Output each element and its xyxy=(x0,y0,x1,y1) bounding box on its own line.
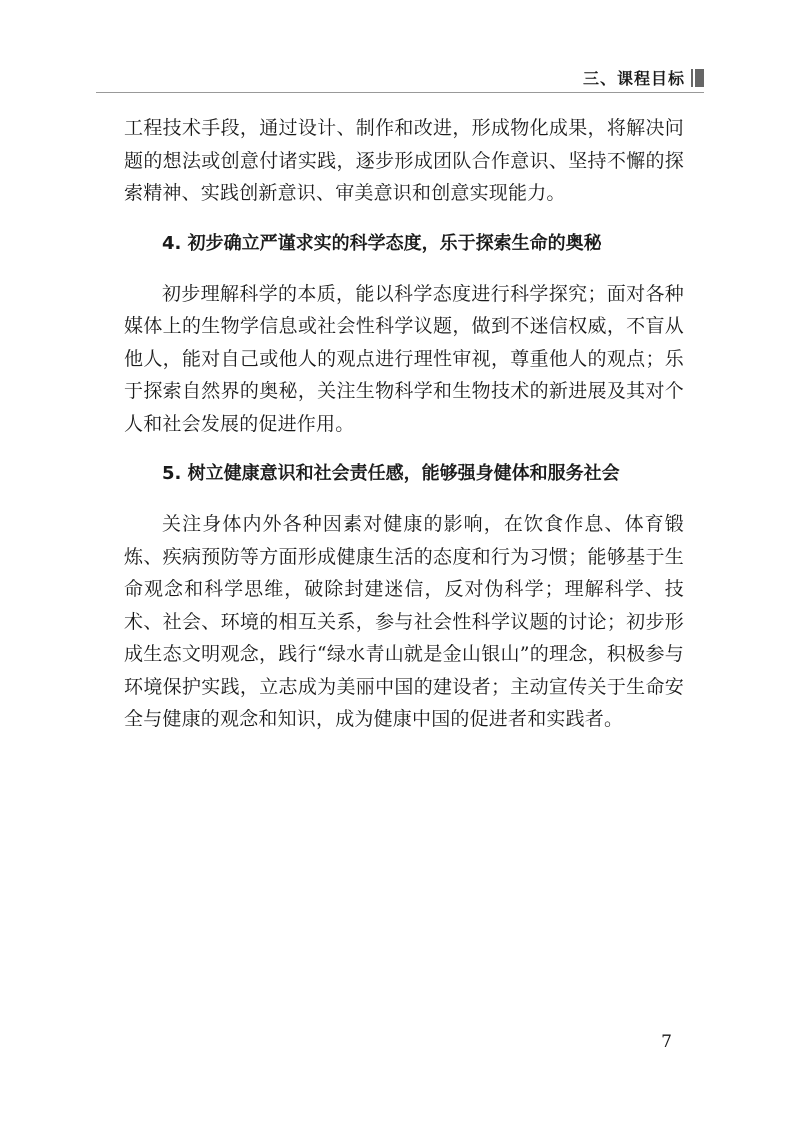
header-mark-thick xyxy=(695,69,704,87)
intro-continuation-paragraph: 工程技术手段，通过设计、制作和改进，形成物化成果，将解决问题的想法或创意付诸实践，逐步形成团队合作意识、坚持不懈的探索精神、实践创新意识、审美意识和创意实现能力。 xyxy=(124,117,684,204)
page-content xyxy=(124,112,684,736)
header-bar-marks xyxy=(691,69,704,87)
header-title: 三、课程目标 xyxy=(582,69,685,88)
section-heading-5: 5. 树立健康意识和社会责任感，能够强身健体和服务社会 xyxy=(162,463,620,484)
page-number: 7 xyxy=(661,1032,672,1052)
header-rule xyxy=(96,92,704,93)
header-mark-thin xyxy=(691,69,693,87)
section-paragraph-4: 初步理解科学的本质，能以科学态度进行科学探究；面对各种媒体上的生物学信息或社会性科学议题，做到不迷信权威，不盲从他人，能对自己或他人的观点进行理性审视，尊重他人的观点；乐于探索自然界的奥秘，关注生物科学和生物技术的新进展及其对个人和社会发展的促进作用。 xyxy=(124,282,684,435)
section-heading-4: 4. 初步确立严谨求实的科学态度，乐于探索生命的奥秘 xyxy=(162,232,602,254)
running-header xyxy=(583,66,704,89)
section-paragraph-5: 关注身体内外各种因素对健康的影响，在饮食作息、体育锻炼、疾病预防等方面形成健康生活的态度和行为习惯；能够基于生命观念和科学思维，破除封建迷信，反对伪科学；理解科学、技术、社会、环境的相互关系，参与社会性科学议题的讨论；初步形成生态文明观念，践行“绿水青山就是金山银山”的理念，积极参与环境保护实践，立志成为美丽中国的建设者；主动宣传关于生命安全与健康的观念和知识，成为健康中国的促进者和实践者。 xyxy=(124,513,684,730)
